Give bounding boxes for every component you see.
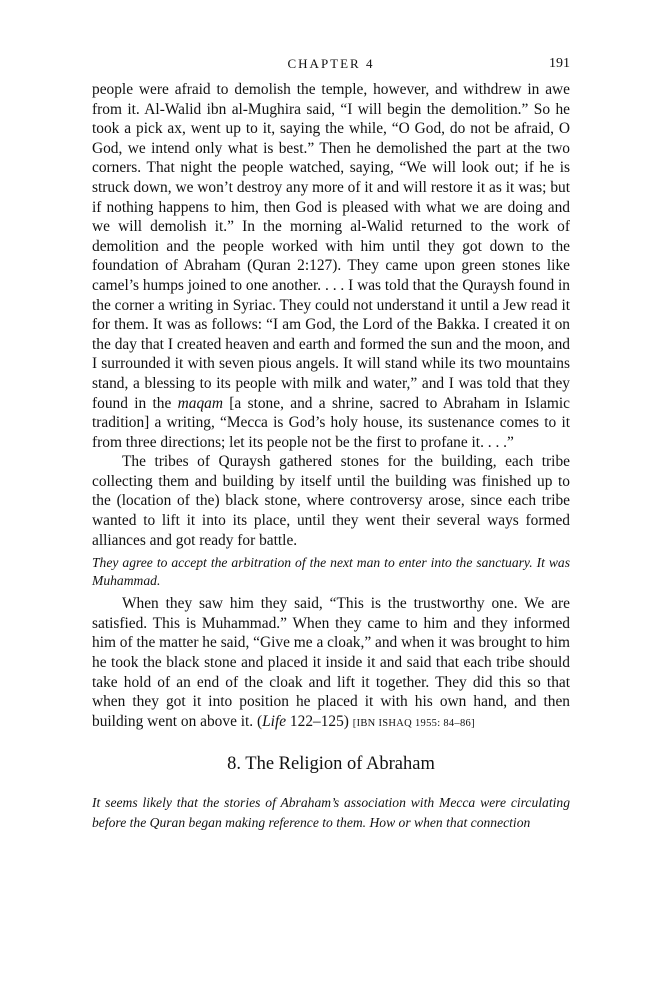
paragraph-1-end: [a stone, and a shrine, sacred to Abraham in Islamic tradition] a writing, “Mecca is God’s holy house, its sustenance comes to it from three directions; let its people not be the first to profane it. . . .” bbox=[92, 394, 570, 451]
paragraph-3-text: When they saw him they said, “This is the trustworthy one. We are satisfied. This is Muhammad.” When they came to him and they informed him of the matter he said, “Give me a cloak,” and when it was brought to him he took the black stone and placed it inside it and said that each tribe should take hold of an end of the cloak and lift it together. They did this so that when they got it into position he placed it with his own hand, and then building went on above it. ( bbox=[92, 595, 570, 730]
paragraph-1 bbox=[92, 80, 570, 452]
chapter-heading: CHAPTER 4 bbox=[287, 56, 375, 71]
paragraph-1-text: people were afraid to demolish the temple, however, and withdrew in awe from it. Al-Walid ibn al-Mughira said, “I will begin the demolition.” So he took a pick ax, went up to it, saying the while, “O God, do not be afraid, O God, we intend only what is best.” Then he demolished the part at the two corners. That night the people watched, saying, “We will look out; if he is struck down, we won’t destroy any more of it and will restore it as it was; but if nothing happens to him, then God is pleased with what we are doing and we will demolish it.” In the morning al-Walid returned to the work of demolition and the people worked with him until they got down to the foundation of Abraham (Quran 2:127). They came upon green stones like camel’s humps joined to one another. . . . I was told that the Quraysh found in the corner a writing in Syriac. They could not understand it until a Jew read it for them. It was as follows: “I am God, the Lord of the Bakka. I created it on the day that I created heaven and earth and formed the sun and the moon, and I surrounded it with seven pious angels. It will stand while its two mountains stand, a blessing to its people with milk and water,” and I was told that they found in the bbox=[92, 81, 570, 412]
maqam-term: maqam bbox=[177, 394, 223, 412]
editorial-note: They agree to accept the arbitration of the next man to enter into the sanctuary. It was Muhammad. bbox=[92, 555, 570, 589]
page-number: 191 bbox=[549, 56, 570, 71]
paragraph-2: The tribes of Quraysh gathered stones for the building, each tribe collecting them and building by itself until the building was finished up to the (location of the) black stone, where controversy arose, since each tribe wanted to lift it into its place, until they went their several ways formed alliances and got ready for battle. bbox=[92, 453, 570, 549]
body-text bbox=[92, 80, 570, 833]
running-head bbox=[92, 56, 570, 76]
paragraph-3 bbox=[92, 594, 570, 733]
section-title: 8. The Religion of Abraham bbox=[227, 754, 435, 775]
life-reference: 122–125) bbox=[286, 712, 353, 730]
section-intro-note: It seems likely that the stories of Abraham’s association with Mecca were circulating before the Quran began making reference to them. How or when that connection bbox=[92, 795, 570, 830]
citation: [IBN ISHAQ 1955: 84–86] bbox=[352, 717, 475, 729]
life-title: Life bbox=[262, 712, 287, 730]
